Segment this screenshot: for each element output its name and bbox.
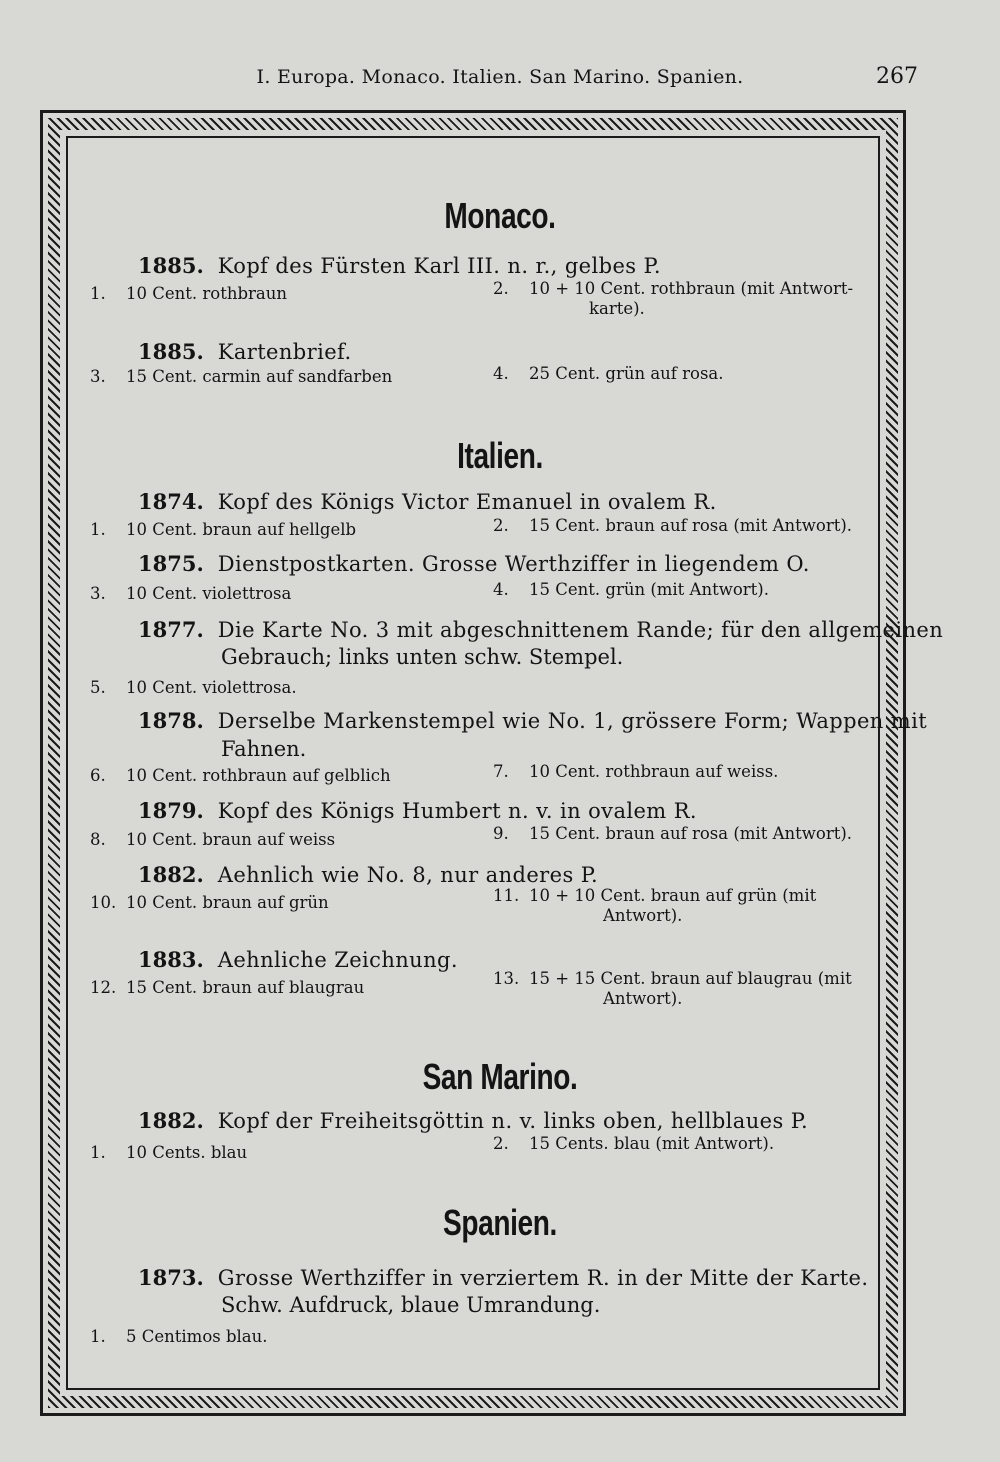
issue-heading (138, 1108, 808, 1133)
catalogue-entry (493, 364, 724, 384)
issue-description: Kopf des Königs Victor Emanuel in ovalem R. (217, 490, 717, 514)
entry-number: 13. (493, 969, 520, 988)
issue-description-continuation: Schw. Aufdruck, blaue Umrandung. (221, 1293, 601, 1317)
issue-heading (138, 798, 697, 823)
issue-description: Kopf des Königs Humbert n. v. in ovalem R. (217, 799, 697, 823)
entry-text: 10 + 10 Cent. rothbraun (mit Antwort- (529, 279, 854, 298)
catalogue-entry (90, 1143, 247, 1163)
entry-text: 15 Cent. carmin auf sandfarben (126, 367, 393, 386)
issue-year: 1882. (138, 1108, 204, 1133)
entry-continuation: karte). (589, 299, 645, 318)
catalogue-entry (493, 1134, 774, 1154)
entry-text: 15 Cents. blau (mit Antwort). (529, 1134, 775, 1153)
issue-year: 1875. (138, 551, 204, 576)
entry-text: 10 Cent. rothbraun (126, 284, 287, 303)
catalogue-entry (493, 886, 816, 926)
entry-continuation: Antwort). (603, 906, 683, 925)
issue-year: 1883. (138, 947, 204, 972)
catalogue-entry (90, 584, 291, 604)
entry-number: 12. (90, 978, 117, 997)
issue-description: Kartenbrief. (217, 340, 352, 364)
catalogue-entry (493, 824, 852, 844)
issue-heading (138, 708, 927, 733)
section-title-san-marino: San Marino. (422, 1056, 578, 1097)
entry-text: 10 Cents. blau (126, 1143, 248, 1162)
catalogue-entry (493, 279, 853, 319)
issue-year: 1877. (138, 617, 204, 642)
entry-number: 2. (493, 516, 509, 535)
entry-text: 10 Cent. violettrosa (126, 584, 292, 603)
issue-description-continuation: Gebrauch; links unten schw. Stempel. (221, 645, 624, 669)
entry-number: 1. (90, 1143, 106, 1162)
entry-number: 7. (493, 762, 509, 781)
entry-text: 15 + 15 Cent. braun auf blaugrau (mit (529, 969, 852, 988)
issue-heading (138, 339, 352, 364)
catalogue-entry (90, 1327, 268, 1347)
entry-text: 5 Centimos blau. (126, 1327, 268, 1346)
page-number: 267 (876, 64, 918, 89)
issue-heading (138, 617, 943, 642)
catalogue-entry (493, 516, 852, 536)
entry-number: 1. (90, 520, 106, 539)
catalogue-entry (90, 284, 287, 304)
entry-text: 10 Cent. braun auf hellgelb (126, 520, 357, 539)
issue-year: 1873. (138, 1265, 204, 1290)
entry-text: 10 Cent. braun auf grün (126, 893, 329, 912)
catalogue-entry (90, 367, 392, 387)
catalogue-entry (90, 893, 329, 913)
entry-number: 1. (90, 1327, 106, 1346)
issue-description: Derselbe Markenstempel wie No. 1, grössere Form; Wappen mit (217, 709, 928, 733)
entry-number: 6. (90, 766, 106, 785)
catalogue-entry (90, 978, 364, 998)
entry-text: 10 Cent. rothbraun auf weiss. (529, 762, 779, 781)
issue-year: 1885. (138, 253, 204, 278)
catalogue-entry (90, 830, 335, 850)
entry-number: 1. (90, 284, 106, 303)
entry-text: 10 + 10 Cent. braun auf grün (mit (529, 886, 817, 905)
section-title-spanien: Spanien. (443, 1202, 557, 1243)
catalogue-entry (90, 766, 391, 786)
issue-heading (138, 551, 810, 576)
entry-number: 3. (90, 584, 106, 603)
issue-description: Grosse Werthziffer in verziertem R. in der Mitte der Karte. (217, 1266, 869, 1290)
entry-number: 3. (90, 367, 106, 386)
entry-number: 2. (493, 279, 509, 298)
entry-number: 11. (493, 886, 520, 905)
issue-description: Dienstpostkarten. Grosse Werthziffer in liegendem O. (217, 552, 810, 576)
catalogue-entry (493, 580, 769, 600)
issue-year: 1879. (138, 798, 204, 823)
catalogue-entry (493, 969, 852, 1009)
entry-text: 15 Cent. braun auf rosa (mit Antwort). (529, 516, 853, 535)
section-title-monaco: Monaco. (444, 195, 556, 236)
entry-number: 5. (90, 678, 106, 697)
entry-number: 9. (493, 824, 509, 843)
entry-text: 15 Cent. braun auf rosa (mit Antwort). (529, 824, 853, 843)
issue-heading (138, 947, 458, 972)
issue-description: Kopf des Fürsten Karl III. n. r., gelbes P. (217, 254, 661, 278)
section-title-italien: Italien. (457, 435, 543, 476)
issue-description: Kopf der Freiheitsgöttin n. v. links oben, hellblaues P. (217, 1109, 809, 1133)
issue-year: 1878. (138, 708, 204, 733)
issue-heading (138, 489, 717, 514)
entry-continuation: Antwort). (603, 989, 683, 1008)
entry-text: 15 Cent. braun auf blaugrau (126, 978, 365, 997)
entry-text: 10 Cent. rothbraun auf gelblich (126, 766, 391, 785)
issue-heading (138, 253, 661, 278)
entry-number: 2. (493, 1134, 509, 1153)
issue-heading (138, 862, 598, 887)
issue-description: Aehnliche Zeichnung. (217, 948, 458, 972)
issue-heading (138, 1265, 868, 1290)
entry-number: 10. (90, 893, 117, 912)
running-head: I. Europa. Monaco. Italien. San Marino. Spanien. (256, 66, 744, 88)
catalogue-entry (90, 678, 297, 698)
issue-year: 1885. (138, 339, 204, 364)
issue-description: Aehnlich wie No. 8, nur anderes P. (217, 863, 599, 887)
issue-year: 1882. (138, 862, 204, 887)
entry-number: 4. (493, 580, 509, 599)
issue-year: 1874. (138, 489, 204, 514)
entry-number: 8. (90, 830, 106, 849)
catalogue-entry (90, 520, 356, 540)
entry-text: 10 Cent. braun auf weiss (126, 830, 336, 849)
entry-text: 15 Cent. grün (mit Antwort). (529, 580, 769, 599)
entry-text: 25 Cent. grün auf rosa. (529, 364, 724, 383)
entry-number: 4. (493, 364, 509, 383)
issue-description-continuation: Fahnen. (221, 737, 307, 761)
issue-description: Die Karte No. 3 mit abgeschnittenem Rande; für den allgemeinen (217, 618, 944, 642)
entry-text: 10 Cent. violettrosa. (126, 678, 297, 697)
catalogue-entry (493, 762, 778, 782)
